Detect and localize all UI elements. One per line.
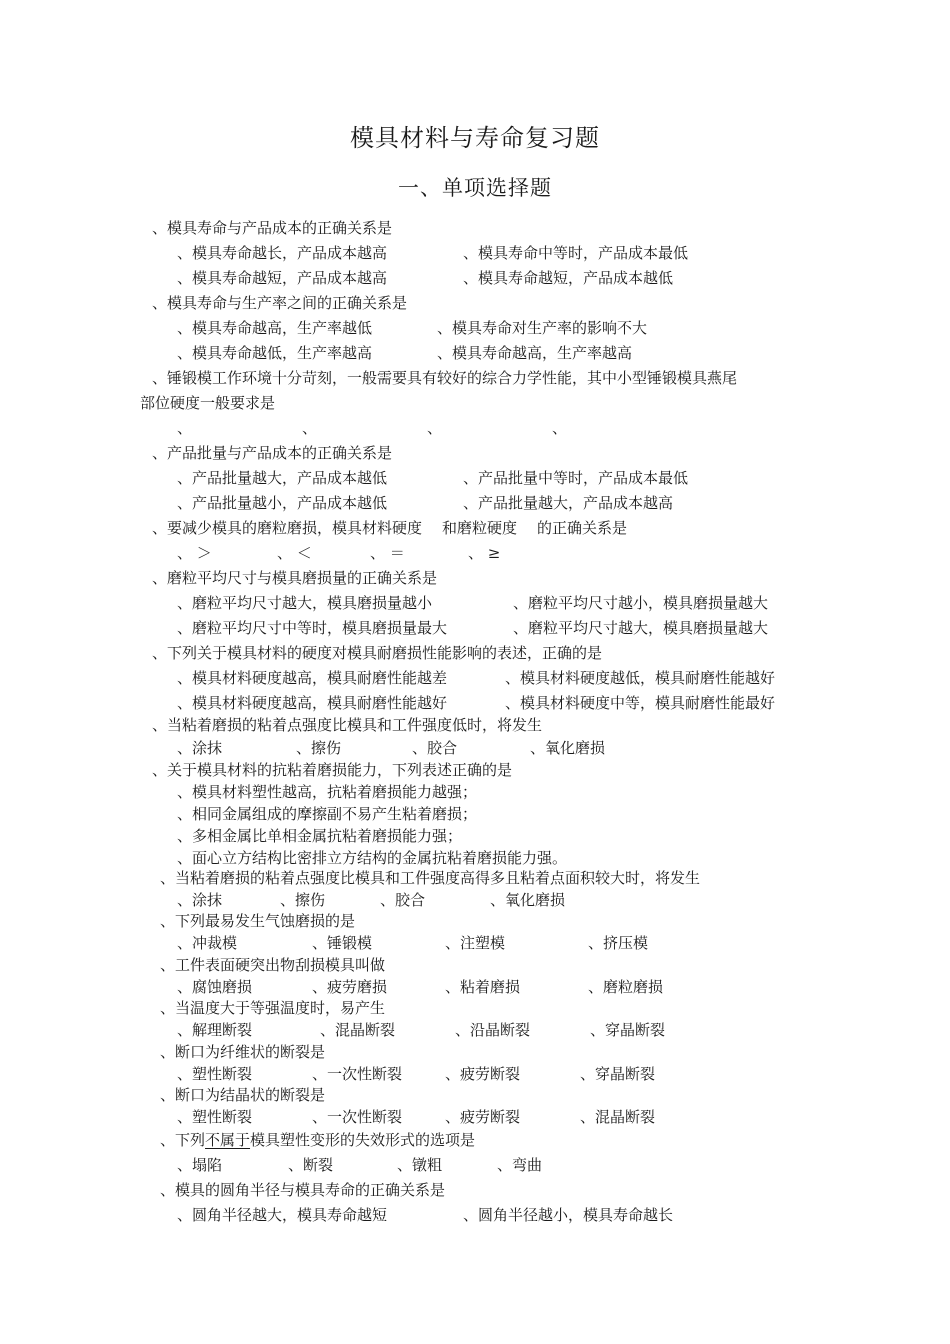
question-9-option-d: 、面心立方结构比密排立方结构的金属抗粘着磨损能力强。 — [177, 849, 568, 867]
question-6-stem: 、磨粒平均尺寸与模具磨损量的正确关系是 — [152, 569, 438, 587]
question-5-stem — [152, 518, 627, 538]
question-9-option-a: 、模具材料塑性越高，抗粘着磨损能力越强； — [177, 783, 478, 801]
question-16-stem — [160, 1130, 475, 1150]
question-9-option-c: 、多相金属比单相金属抗粘着磨损能力强； — [177, 827, 463, 845]
question-7-stem: 、下列关于模具材料的硬度对模具耐磨损性能影响的表述，正确的是 — [152, 644, 603, 662]
question-2-option-b: 、模具寿命对生产率的影响不大 — [437, 319, 648, 337]
question-11-option-a: 、冲裁模 — [177, 934, 238, 952]
question-5-option-a: 、 ＞ — [177, 544, 212, 562]
question-1-stem: 、模具寿命与产品成本的正确关系是 — [152, 219, 393, 237]
question-7-option-d: 、模具材料硬度中等，模具耐磨性能最好 — [505, 694, 776, 712]
question-2-stem: 、模具寿命与生产率之间的正确关系是 — [152, 294, 408, 312]
question-1-option-b: 、模具寿命中等时，产品成本最低 — [463, 244, 689, 262]
question-13-option-c: 、沿晶断裂 — [455, 1021, 531, 1039]
question-1-option-c: 、模具寿命越短，产品成本越高 — [177, 269, 388, 287]
section-heading: 一、单项选择题 — [398, 176, 552, 200]
question-11-option-d: 、挤压模 — [588, 934, 649, 952]
question-2-option-d: 、模具寿命越高，生产率越高 — [437, 344, 633, 362]
question-16-option-b: 、断裂 — [288, 1156, 334, 1174]
question-12-option-c: 、粘着磨损 — [445, 978, 521, 996]
question-8-stem: 、当粘着磨损的粘着点强度比模具和工件强度低时，将发生 — [152, 716, 543, 734]
question-8-option-d: 、氧化磨损 — [530, 739, 606, 757]
question-17-stem: 、模具的圆角半径与模具寿命的正确关系是 — [160, 1181, 446, 1199]
question-9-stem: 、关于模具材料的抗粘着磨损能力，下列表述正确的是 — [152, 761, 513, 779]
question-15-option-a: 、塑性断裂 — [177, 1108, 253, 1126]
question-5-stem-part-3: 的正确关系是 — [537, 519, 628, 537]
question-7-option-c: 、模具材料硬度越高，模具耐磨性能越好 — [177, 694, 448, 712]
question-4-option-d: 、产品批量越大，产品成本越高 — [463, 494, 674, 512]
question-16-stem-part-1: 、下列 — [160, 1131, 206, 1149]
question-7-option-a: 、模具材料硬度越高，模具耐磨性能越差 — [177, 669, 448, 687]
question-13-option-b: 、混晶断裂 — [320, 1021, 396, 1039]
question-8-option-a: 、涂抹 — [177, 739, 223, 757]
question-10-option-d: 、氧化磨损 — [490, 891, 566, 909]
question-6-option-d: 、磨粒平均尺寸越大，模具磨损量越大 — [513, 619, 769, 637]
question-16-option-a: 、塌陷 — [177, 1156, 223, 1174]
question-12-option-d: 、磨粒磨损 — [588, 978, 664, 996]
question-13-stem: 、当温度大于等强温度时，易产生 — [160, 999, 386, 1017]
question-16-option-c: 、镦粗 — [397, 1156, 443, 1174]
question-1-option-a: 、模具寿命越长，产品成本越高 — [177, 244, 388, 262]
question-2-option-a: 、模具寿命越高，生产率越低 — [177, 319, 373, 337]
question-15-option-c: 、疲劳断裂 — [445, 1108, 521, 1126]
question-13-option-a: 、解理断裂 — [177, 1021, 253, 1039]
question-14-option-c: 、疲劳断裂 — [445, 1065, 521, 1083]
question-15-stem: 、断口为结晶状的断裂是 — [160, 1086, 326, 1104]
question-12-option-b: 、疲劳磨损 — [312, 978, 388, 996]
question-11-stem: 、下列最易发生气蚀磨损的是 — [160, 912, 356, 930]
question-12-stem: 、工件表面硬突出物刮损模具叫做 — [160, 956, 386, 974]
question-3-stem-continued: 部位硬度一般要求是 — [140, 394, 276, 412]
question-8-option-b: 、擦伤 — [296, 739, 342, 757]
question-5-stem-part-2: 和磨粒硬度 — [442, 519, 518, 537]
question-5-option-d: 、 ≥ — [468, 544, 501, 562]
question-3-option-c: 、 — [427, 419, 443, 437]
question-10-option-c: 、胶合 — [380, 891, 426, 909]
question-3-option-b: 、 — [302, 419, 318, 437]
question-3-stem: 、锤锻模工作环境十分苛刻，一般需要具有较好的综合力学性能，其中小型锤锻模具燕尾 — [152, 369, 738, 387]
question-16-emphasis: 不属于 — [205, 1131, 251, 1149]
document-title: 模具材料与寿命复习题 — [350, 124, 600, 152]
question-16-option-d: 、弯曲 — [497, 1156, 543, 1174]
question-4-option-c: 、产品批量越小，产品成本越低 — [177, 494, 388, 512]
question-2-option-c: 、模具寿命越低，生产率越高 — [177, 344, 373, 362]
question-11-option-c: 、注塑模 — [445, 934, 506, 952]
question-4-stem: 、产品批量与产品成本的正确关系是 — [152, 444, 393, 462]
question-1-option-d: 、模具寿命越短，产品成本越低 — [463, 269, 674, 287]
question-10-option-b: 、擦伤 — [280, 891, 326, 909]
question-8-option-c: 、胶合 — [412, 739, 458, 757]
question-5-option-c: 、 ＝ — [370, 544, 405, 562]
question-4-option-b: 、产品批量中等时，产品成本最低 — [463, 469, 689, 487]
question-5-option-b: 、 ＜ — [277, 544, 312, 562]
question-13-option-d: 、穿晶断裂 — [590, 1021, 666, 1039]
question-12-option-a: 、腐蚀磨损 — [177, 978, 253, 996]
question-6-option-c: 、磨粒平均尺寸中等时，模具磨损量最大 — [177, 619, 448, 637]
question-14-stem: 、断口为纤维状的断裂是 — [160, 1043, 326, 1061]
question-17-option-a: 、圆角半径越大，模具寿命越短 — [177, 1206, 388, 1224]
question-10-option-a: 、涂抹 — [177, 891, 223, 909]
question-3-option-a: 、 — [177, 419, 193, 437]
question-9-option-b: 、相同金属组成的摩擦副不易产生粘着磨损； — [177, 805, 478, 823]
question-5-stem-part-1: 、要减少模具的磨粒磨损，模具材料硬度 — [152, 519, 423, 537]
question-11-option-b: 、锤锻模 — [312, 934, 373, 952]
question-14-option-d: 、穿晶断裂 — [580, 1065, 656, 1083]
question-10-stem: 、当粘着磨损的粘着点强度比模具和工件强度高得多且粘着点面积较大时，将发生 — [160, 869, 701, 887]
question-15-option-b: 、一次性断裂 — [312, 1108, 403, 1126]
question-7-option-b: 、模具材料硬度越低，模具耐磨性能越好 — [505, 669, 776, 687]
question-4-option-a: 、产品批量越大，产品成本越低 — [177, 469, 388, 487]
question-17-option-b: 、圆角半径越小，模具寿命越长 — [463, 1206, 674, 1224]
question-6-option-a: 、磨粒平均尺寸越大，模具磨损量越小 — [177, 594, 433, 612]
question-6-option-b: 、磨粒平均尺寸越小，模具磨损量越大 — [513, 594, 769, 612]
question-15-option-d: 、混晶断裂 — [580, 1108, 656, 1126]
question-14-option-a: 、塑性断裂 — [177, 1065, 253, 1083]
question-14-option-b: 、一次性断裂 — [312, 1065, 403, 1083]
question-16-stem-part-3: 模具塑性变形的失效形式的选项是 — [250, 1131, 476, 1149]
question-3-option-d: 、 — [552, 419, 568, 437]
